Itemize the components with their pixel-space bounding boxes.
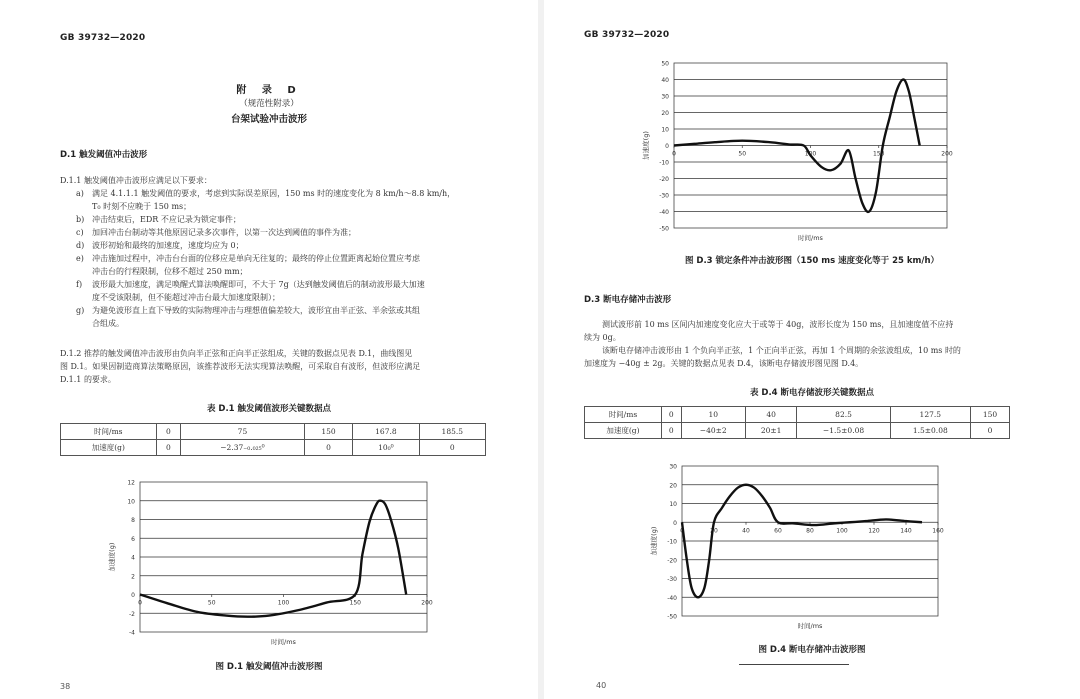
table-row — [585, 407, 1010, 423]
list-item-text: 加回冲击台制动等其他原因记录多次事件，以第一次达到阈值的事件为准； — [92, 228, 356, 237]
table-d4-caption: 表 D.4 断电存储波形关键数据点 — [749, 388, 875, 398]
list-item-line — [76, 200, 455, 213]
table-cell: 40 — [745, 407, 797, 423]
list-item-line — [76, 265, 455, 278]
x-tick-label: 50 — [207, 599, 216, 607]
chart-d3 — [644, 55, 964, 240]
x-tick-label: 200 — [941, 150, 953, 158]
series-line — [140, 501, 406, 617]
right-page — [544, 0, 1080, 699]
list-item-text: 为避免波形直上直下导致的实际物理冲击与理想值偏差较大，波形宜由半正弦、半余弦或其组 — [92, 306, 420, 315]
table-cell: 0 — [661, 407, 681, 423]
y-tick-label: -20 — [667, 557, 677, 565]
list-item-text: 波形最大加速度，满足唤醒式算法唤醒即可，不大于 7g（达到触发阈值后的制动波形最大加速 — [92, 280, 425, 289]
appendix-label: 附 录 D — [236, 85, 302, 96]
footer-rule — [739, 664, 849, 665]
list-item-line — [76, 317, 455, 330]
y-tick-label: -50 — [667, 613, 677, 621]
x-tick-label: 200 — [421, 599, 433, 607]
list-item-text: 冲击结束后，EDR 不应记录为锁定事件； — [92, 215, 241, 224]
list-item-text: 波形初始和最终的加速度，速度均应为 0； — [92, 241, 244, 250]
paragraph-line: 加速度为 −40g ± 2g。关键的数据点见表 D.4，该断电存储波形图见图 D.4。 — [584, 359, 864, 368]
y-tick-label: 10 — [669, 501, 677, 508]
table-cell: 167.8 — [353, 424, 419, 440]
y-tick-label: 30 — [669, 463, 677, 471]
list-item-line — [76, 291, 455, 304]
y-tick-label: -2 — [129, 610, 135, 618]
y-tick-label: 40 — [661, 77, 669, 84]
paragraph-line: 测试波形前 10 ms 区间内加速度变化应大于或等于 40g，波形长度为 150 ms，且加速度值不应持 — [602, 320, 954, 329]
x-tick-label: 100 — [804, 150, 817, 158]
y-tick-label: -50 — [659, 225, 669, 233]
table-row — [61, 424, 486, 440]
table-cell: 185.5 — [419, 424, 485, 440]
y-axis-label: 加速度(g) — [642, 131, 650, 160]
paragraph-line: 续为 0g。 — [584, 333, 621, 342]
table-cell: 127.5 — [890, 407, 970, 423]
clause-d11-intro: D.1.1 触发阈值冲击波形应满足以下要求： — [60, 176, 212, 185]
section-heading-d3: D.3 断电存储冲击波形 — [584, 295, 672, 305]
paragraph-line: D.1.2 推荐的触发阈值冲击波形由负向半正弦和正向半正弦组成，关键的数据点见表 D.1，曲线图见 — [60, 349, 413, 358]
y-tick-label: 10 — [661, 126, 669, 134]
table-d1-caption: 表 D.1 触发阈值波形关键数据点 — [206, 404, 332, 414]
list-item-text: T₀ 时刻不应晚于 150 ms； — [92, 202, 192, 211]
y-tick-label: -10 — [659, 159, 669, 167]
table-cell: 10₀⁰ — [353, 440, 419, 456]
table-cell: 20±1 — [745, 423, 797, 439]
list-item-text: 合组成。 — [92, 319, 124, 328]
list-item-line — [76, 239, 455, 252]
y-tick-label: 20 — [669, 482, 677, 490]
figure-d4-caption: 图 D.4 断电存储冲击波形图 — [758, 645, 866, 655]
list-item-text: 满足 4.1.1.1 触发阈值的要求，考虑到实际误差原因，150 ms 时的速度变化为 8 km/h～8.8 km/h， — [92, 189, 456, 198]
x-tick-label: 60 — [774, 527, 782, 535]
table-cell: 10 — [681, 407, 745, 423]
x-tick-label: 100 — [277, 599, 290, 607]
table-cell: −1.5±0.08 — [797, 423, 890, 439]
x-tick-label: 140 — [900, 527, 912, 535]
y-tick-label: 30 — [661, 93, 669, 101]
table-cell: 0 — [304, 440, 352, 456]
list-item-line — [76, 213, 455, 226]
section-heading-d1: D.1 触发阈值冲击波形 — [60, 150, 148, 160]
appendix-title: 台架试验冲击波形 — [230, 114, 307, 125]
list-item-label: d) — [76, 241, 85, 250]
y-tick-label: 20 — [661, 110, 669, 117]
y-tick-label: -30 — [659, 192, 669, 200]
page-number: 40 — [596, 681, 607, 690]
paragraph-line: 该断电存储冲击波形由 1 个负向半正弦，1 个正向半正弦，再加 1 个周期的余弦波组成，10 ms 时的 — [602, 346, 961, 355]
y-tick-label: -30 — [667, 576, 677, 583]
list-item-text: 冲击施加过程中，冲击台台面的位移应是单向无往复的；最终的停止位置距离起始位置应考虑 — [92, 254, 420, 263]
x-tick-label: 0 — [680, 527, 684, 535]
table-cell: 时间/ms — [585, 407, 662, 423]
list-item-label: e) — [76, 254, 84, 263]
table-cell: 0 — [419, 440, 485, 456]
y-tick-label: 0 — [673, 519, 677, 527]
x-axis-label: 时间/ms — [797, 622, 823, 630]
paragraph-line: D.1.1 的要求。 — [60, 375, 116, 384]
clause-d12 — [60, 347, 420, 386]
y-tick-label: 0 — [131, 592, 135, 599]
y-tick-label: 4 — [131, 554, 135, 562]
y-tick-label: -40 — [667, 594, 677, 602]
table-d1 — [60, 423, 486, 456]
table-cell: 时间/ms — [61, 424, 157, 440]
y-tick-label: 2 — [131, 573, 135, 581]
figure-d3-caption: 图 D.3 锁定条件冲击波形图（150 ms 速度变化等于 25 km/h） — [684, 256, 940, 266]
x-axis-label: 时间/ms — [271, 638, 296, 646]
y-axis-label: 加速度(g) — [108, 542, 116, 572]
y-tick-label: -10 — [667, 538, 677, 546]
list-item-label: a) — [76, 189, 84, 198]
x-tick-label: 20 — [710, 527, 718, 535]
table-cell: 82.5 — [797, 407, 890, 423]
table-d4 — [584, 406, 1010, 439]
standard-header: GB 39732—2020 — [60, 33, 146, 43]
table-cell: 1.5±0.08 — [890, 423, 970, 439]
x-tick-label: 160 — [932, 527, 944, 535]
appendix-type: （规范性附录） — [239, 99, 299, 109]
standard-header: GB 39732—2020 — [584, 30, 670, 40]
y-tick-label: 50 — [661, 60, 669, 68]
paragraph-line: 图 D.1。如果因制造商算法策略原因，该推荐波形无法实现算法唤醒，可采取自有波形，但波形应满足 — [60, 362, 421, 371]
y-tick-label: 10 — [127, 498, 135, 506]
y-axis-label: 加速度(g) — [650, 526, 658, 556]
table-cell: 0 — [156, 440, 181, 456]
page-number: 38 — [60, 682, 71, 691]
x-tick-label: 0 — [672, 150, 676, 158]
list-item-text: 度不受该限制，但不能超过冲击台最大加速度限制）； — [92, 293, 280, 302]
y-tick-label: 0 — [665, 143, 669, 150]
y-tick-label: 8 — [131, 517, 135, 524]
x-tick-label: 40 — [742, 527, 750, 535]
x-tick-label: 150 — [349, 599, 361, 607]
table-cell: 加速度(g) — [585, 423, 662, 439]
list-item-label: b) — [76, 215, 85, 224]
chart-d1 — [108, 472, 440, 650]
x-tick-label: 100 — [836, 527, 848, 535]
list-item-line — [76, 187, 455, 200]
y-tick-label: -20 — [659, 176, 669, 183]
figure-d1-caption: 图 D.1 触发阈值冲击波形图 — [215, 662, 323, 672]
table-cell: 150 — [304, 424, 352, 440]
list-item-label: c) — [76, 228, 84, 237]
list-item-label: g) — [76, 306, 85, 315]
x-axis-label: 时间/ms — [798, 234, 823, 242]
table-cell: 0 — [971, 423, 1010, 439]
table-cell: 0 — [661, 423, 681, 439]
table-cell: 75 — [181, 424, 305, 440]
x-tick-label: 0 — [138, 599, 142, 607]
table-cell: −40±2 — [681, 423, 745, 439]
list-item-line — [76, 226, 455, 239]
y-tick-label: 6 — [131, 535, 135, 543]
list-item-line — [76, 278, 455, 291]
y-tick-label: -40 — [659, 209, 669, 216]
x-tick-label: 120 — [868, 527, 880, 535]
list-item-line — [76, 304, 455, 317]
left-page — [0, 0, 538, 699]
list-item-line — [76, 252, 455, 265]
chart-d4 — [650, 460, 954, 638]
y-tick-label: 12 — [127, 479, 135, 487]
x-tick-label: 80 — [806, 527, 814, 535]
table-row — [585, 423, 1010, 439]
y-tick-label: -4 — [129, 629, 135, 637]
x-tick-label: 50 — [738, 150, 747, 158]
clause-d11-list — [76, 187, 455, 330]
table-cell: 0 — [156, 424, 181, 440]
list-item-text: 冲击台的行程限制，位移不超过 250 mm； — [92, 267, 248, 276]
table-row — [61, 440, 486, 456]
table-cell: −2.37₋₀.₀₂₅⁰ — [181, 440, 305, 456]
table-cell: 150 — [971, 407, 1010, 423]
clause-d3 — [584, 318, 961, 370]
table-cell: 加速度(g) — [61, 440, 157, 456]
x-tick-label: 150 — [873, 150, 885, 158]
list-item-label: f) — [76, 280, 83, 289]
